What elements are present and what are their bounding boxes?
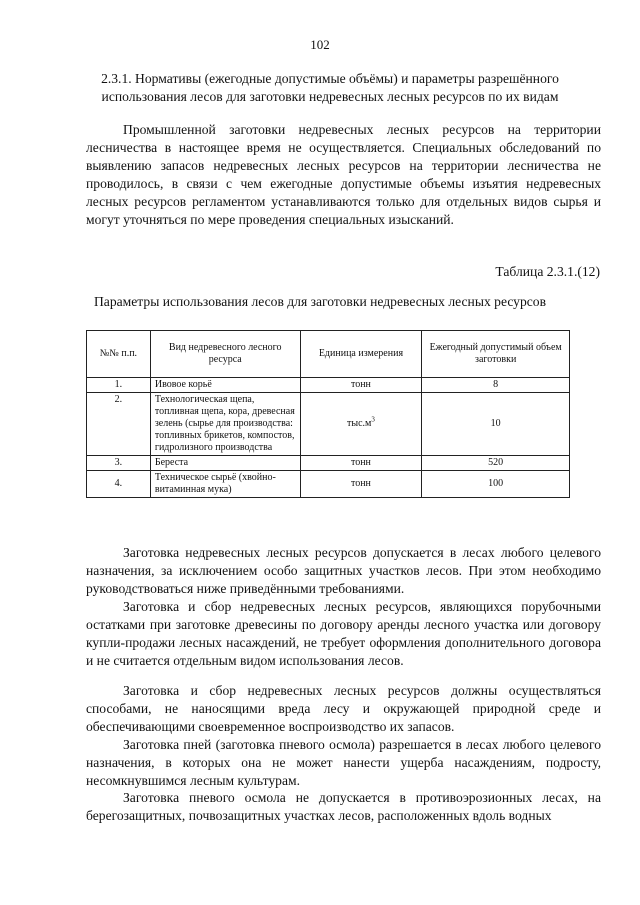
table-row (87, 393, 570, 456)
row-resource-type: Техническое сырьё (хвойно-витаминная мука) (150, 471, 300, 498)
unit-superscript: 3 (371, 415, 375, 424)
row-unit (300, 393, 422, 456)
intro-paragraph: Промышленной заготовки недревесных лесных ресурсов на территории лесничества в настоящее время не осуществляется. Специальных обследований по выявлению запасов недревесных лесных ресурсов на территории лесничества не проводилось, в связи с чем ежегодные допустимые объемы изъятия недревесных лесных ресурсов регламентом устанавливаются только для отдельных видов сырья и могут уточняться по мере проведения специальных изысканий. (86, 122, 601, 227)
header-num: №№ п.п. (87, 331, 151, 378)
row-volume: 8 (422, 378, 570, 393)
body-paragraph: Заготовка пневого осмола не допускается в противоэрозионных лесах, на берегозащитных, почвозащитных участках лесов, расположенных вдоль водных (86, 790, 601, 823)
row-volume: 100 (422, 471, 570, 498)
table-label: Таблица 2.3.1.(12) (495, 264, 600, 279)
body-paragraph: Заготовка и сбор недревесных лесных ресурсов, являющихся порубочными остатками при заготовке древесины по договору аренды лесного участка или договору купли-продажи лесных насаждений, не требует оформления дополнительного договора и не считается отдельным видом использования лесов. (86, 599, 601, 668)
body-paragraph: Заготовка недревесных лесных ресурсов допускается в лесах любого целевого назначения, за исключением особо защитных участков лесов. При этом необходимо руководствоваться ниже приведёнными требованиями. (86, 545, 601, 596)
row-num: 3. (87, 456, 151, 471)
page-number: 102 (310, 37, 330, 52)
row-num: 4. (87, 471, 151, 498)
table-header-row (87, 331, 570, 378)
row-volume: 10 (422, 393, 570, 456)
row-resource-type: Береста (150, 456, 300, 471)
table-row (87, 378, 570, 393)
body-paragraph: Заготовка и сбор недревесных лесных ресурсов должны осуществляться способами, не наносящими вреда лесу и окружающей природной среде и обеспечивающими своевременное воспроизводство их запасов. (86, 683, 601, 734)
row-num: 1. (87, 378, 151, 393)
row-resource-type: Ивовое корьё (150, 378, 300, 393)
header-resource-type: Вид недревесного лесного ресурса (150, 331, 300, 378)
header-unit: Единица измерения (300, 331, 422, 378)
row-unit: тонн (300, 378, 422, 393)
row-resource-type: Технологическая щепа, топливная щепа, кора, древесная зелень (сырье для производства: топливных брикетов, компостов, гидролизного производства (150, 393, 300, 456)
table-row (87, 456, 570, 471)
row-num: 2. (87, 393, 151, 456)
row-volume: 520 (422, 456, 570, 471)
table-title: Параметры использования лесов для заготовки недревесных лесных ресурсов (93, 294, 547, 309)
table-row (87, 471, 570, 498)
row-unit: тонн (300, 471, 422, 498)
row-unit: тонн (300, 456, 422, 471)
unit-text: тыс.м (347, 418, 372, 429)
parameters-table (86, 330, 570, 498)
section-heading: 2.3.1. Нормативы (ежегодные допустимые объёмы) и параметры разрешённого использования лесов для заготовки недревесных лесных ресурсов по их видам (101, 71, 559, 104)
body-paragraph: Заготовка пней (заготовка пневого осмола) разрешается в лесах любого целевого назначения, в которых она не может нанести ущерба насаждениям, подросту, несомкнувшимся лесным культурам. (86, 737, 601, 788)
header-volume: Ежегодный допустимый объем заготовки (422, 331, 570, 378)
